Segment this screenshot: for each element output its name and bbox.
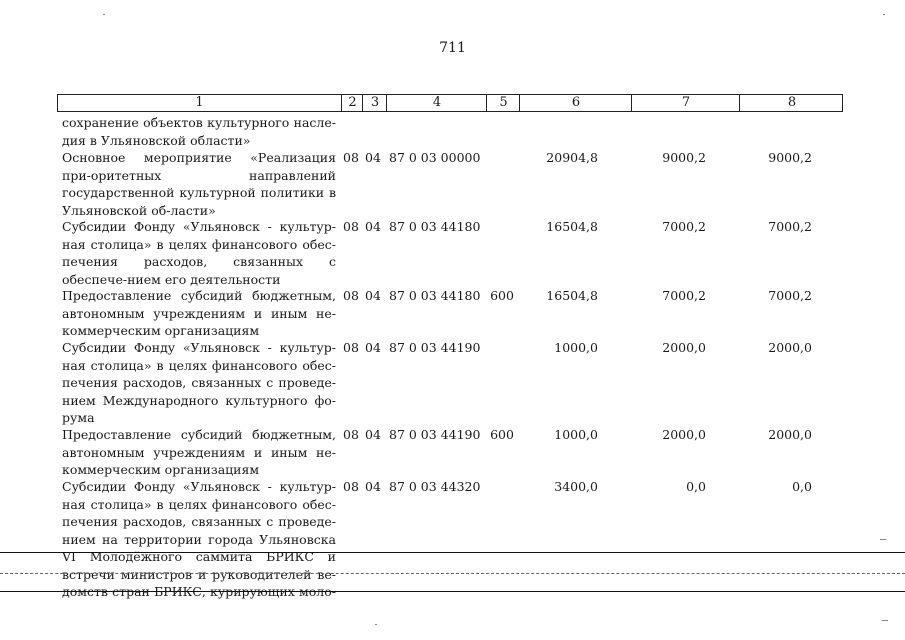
- page-number: 711: [439, 40, 466, 56]
- row-4-amount-7: 2000,0: [662, 340, 706, 355]
- row-3-amount-7: 7000,2: [662, 288, 706, 303]
- header-col-3: 3: [362, 95, 387, 111]
- row-2-subsection: 04: [365, 219, 381, 234]
- header-col-8: 8: [739, 95, 844, 111]
- row-5-expense-type: 600: [490, 427, 514, 442]
- row-2-amount-6: 16504,8: [546, 219, 598, 234]
- header-col-2: 2: [341, 95, 363, 111]
- row-6-amount-6: 3400,0: [554, 479, 598, 494]
- row-3-amount-8: 7000,2: [768, 288, 812, 303]
- row-5-amount-6: 1000,0: [554, 427, 598, 442]
- row-1-subsection: 04: [365, 150, 381, 165]
- row-3-section: 08: [343, 288, 359, 303]
- scan-line-dashed: [0, 573, 905, 574]
- row-1-target-article: 87 0 03 00000: [389, 150, 481, 165]
- row-2-description: Субсидии Фонду «Ульяновск - культур-ная столица» в целях финансового обес-печения расходов, связанных с обеспече-нием его деятельности: [62, 219, 336, 287]
- row-3-description: Предоставление субсидий бюджетным, автономным учреждениям и иным не-коммерческим организациям: [62, 288, 336, 338]
- scan-speck: [103, 14, 105, 15]
- scan-line: [0, 552, 905, 553]
- row-2-target-article: 87 0 03 44180: [389, 219, 481, 234]
- row-5-amount-8: 2000,0: [768, 427, 812, 442]
- row-6-description: Субсидии Фонду «Ульяновск - культур-ная столица» в целях финансового обес-печения расходов, связанных с проведе-нием на территории города Ульяновска VI Молодёжного саммита БРИКС и встречи министров и руководителей ве-домств стран БРИКС, курирующих моло-: [62, 479, 336, 599]
- row-4-subsection: 04: [365, 340, 381, 355]
- header-col-1: 1: [195, 95, 204, 110]
- row-2-amount-8: 7000,2: [768, 219, 812, 234]
- row-5-description: Предоставление субсидий бюджетным, автономным учреждениям и иным не-коммерческим организациям: [62, 427, 336, 477]
- row-1-section: 08: [343, 150, 359, 165]
- table-header: [57, 94, 843, 112]
- row-2-section: 08: [343, 219, 359, 234]
- row-3-amount-6: 16504,8: [546, 288, 598, 303]
- row-0-description: сохранение объектов культурного насле-дия в Ульяновской области»: [62, 115, 336, 148]
- row-6-amount-8: 0,0: [792, 479, 812, 494]
- row-1-description: Основное мероприятие «Реализация при-оритетных направлений государственной культурной политики в Ульяновской об-ласти»: [62, 150, 336, 218]
- row-4-amount-8: 2000,0: [768, 340, 812, 355]
- row-1-amount-8: 9000,2: [768, 150, 812, 165]
- row-6-amount-7: 0,0: [686, 479, 706, 494]
- row-5-amount-7: 2000,0: [662, 427, 706, 442]
- row-5-subsection: 04: [365, 427, 381, 442]
- scan-speck: [375, 624, 377, 625]
- header-col-5: 5: [486, 95, 520, 111]
- row-4-amount-6: 1000,0: [554, 340, 598, 355]
- row-4-description: Субсидии Фонду «Ульяновск - культур-ная столица» в целях финансового обес-печения расходов, связанных с проведе-нием Международного культурного фо-рума: [62, 340, 336, 425]
- row-4-target-article: 87 0 03 44190: [389, 340, 481, 355]
- row-6-target-article: 87 0 03 44320: [389, 479, 481, 494]
- scan-line: [0, 591, 905, 592]
- row-1-amount-6: 20904,8: [546, 150, 598, 165]
- row-5-section: 08: [343, 427, 359, 442]
- row-4-section: 08: [343, 340, 359, 355]
- row-3-target-article: 87 0 03 44180: [389, 288, 481, 303]
- row-6-subsection: 04: [365, 479, 381, 494]
- row-5-target-article: 87 0 03 44190: [389, 427, 481, 442]
- row-2-amount-7: 7000,2: [662, 219, 706, 234]
- row-3-subsection: 04: [365, 288, 381, 303]
- scan-speck: [882, 620, 888, 621]
- row-3-expense-type: 600: [490, 288, 514, 303]
- header-col-6: 6: [519, 95, 632, 111]
- scan-speck: [883, 14, 885, 15]
- row-6-section: 08: [343, 479, 359, 494]
- scan-speck: [880, 539, 886, 540]
- row-1-amount-7: 9000,2: [662, 150, 706, 165]
- header-col-7: 7: [631, 95, 740, 111]
- header-col-4: 4: [386, 95, 487, 111]
